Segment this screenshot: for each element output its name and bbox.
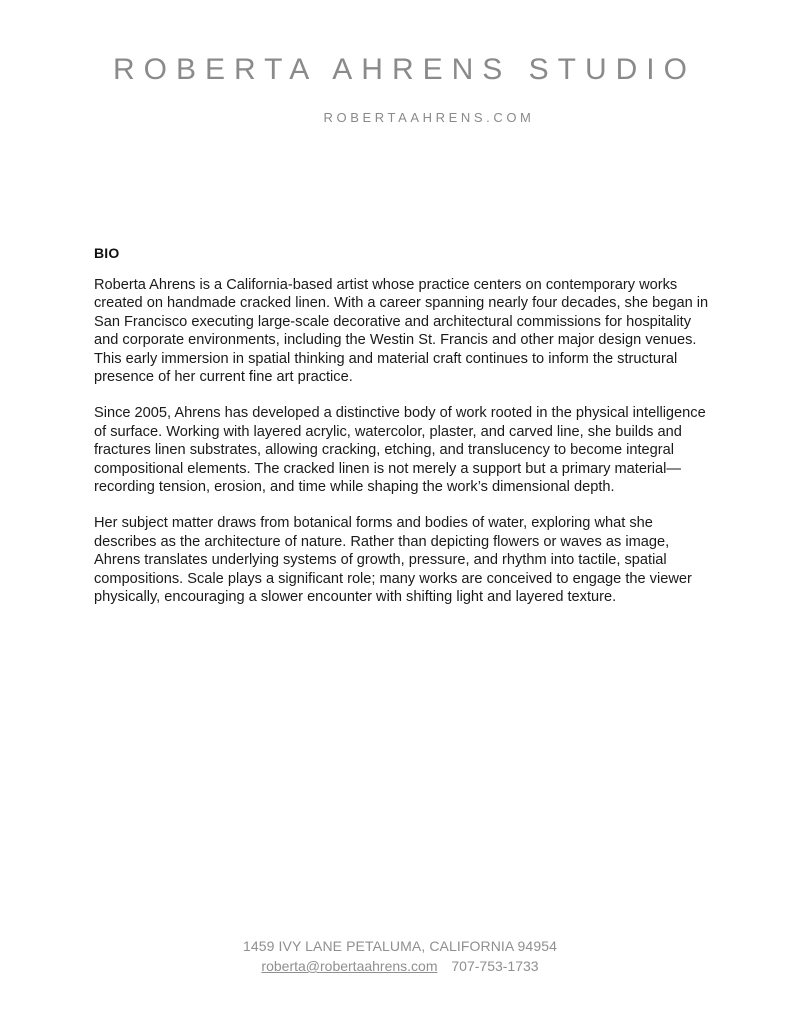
- bio-paragraph: Since 2005, Ahrens has developed a distinctive body of work rooted in the physical intelligence of surface. Working with layered acrylic, watercolor, plaster, and carved line, she builds and fractures linen substrates, allowing cracking, etching, and translucency to become integral compositional elements. The cracked linen is not merely a support but a primary material—recording tension, erosion, and time while shaping the work’s dimensional depth.: [94, 405, 706, 496]
- email-link[interactable]: roberta@robertaahrens.com: [261, 958, 438, 974]
- letterhead: [0, 52, 800, 126]
- bio-section: [94, 244, 714, 625]
- website-url[interactable]: ROBERTAAHRENS.COM: [323, 110, 535, 125]
- bio-heading: BIO: [94, 245, 120, 261]
- phone-number: 707-753-1733: [451, 958, 539, 974]
- bio-paragraph: Her subject matter draws from botanical forms and bodies of water, exploring what she describes as the architecture of nature. Rather than depicting flowers or waves as image, Ahrens translates underlying systems of growth, pressure, and rhythm into tactile, spatial compositions. Scale plays a significant role; many works are conceived to engage the viewer physically, encouraging a slower encounter with shifting light and layered texture.: [94, 515, 692, 606]
- footer: [0, 936, 800, 976]
- footer-address: 1459 IVY LANE PETALUMA, CALIFORNIA 94954: [243, 938, 557, 954]
- bio-paragraph: Roberta Ahrens is a California-based artist whose practice centers on contemporary works created on handmade cracked linen. With a career spanning nearly four decades, she began in San Francisco executing large-scale decorative and architectural commissions for hospitality and corporate environments, including the Westin St. Francis and other major design venues. This early immersion in spatial thinking and material craft continues to inform the structural presence of her current fine art practice.: [94, 277, 709, 386]
- studio-name: ROBERTA AHRENS STUDIO: [113, 53, 696, 86]
- footer-contact: [0, 956, 800, 976]
